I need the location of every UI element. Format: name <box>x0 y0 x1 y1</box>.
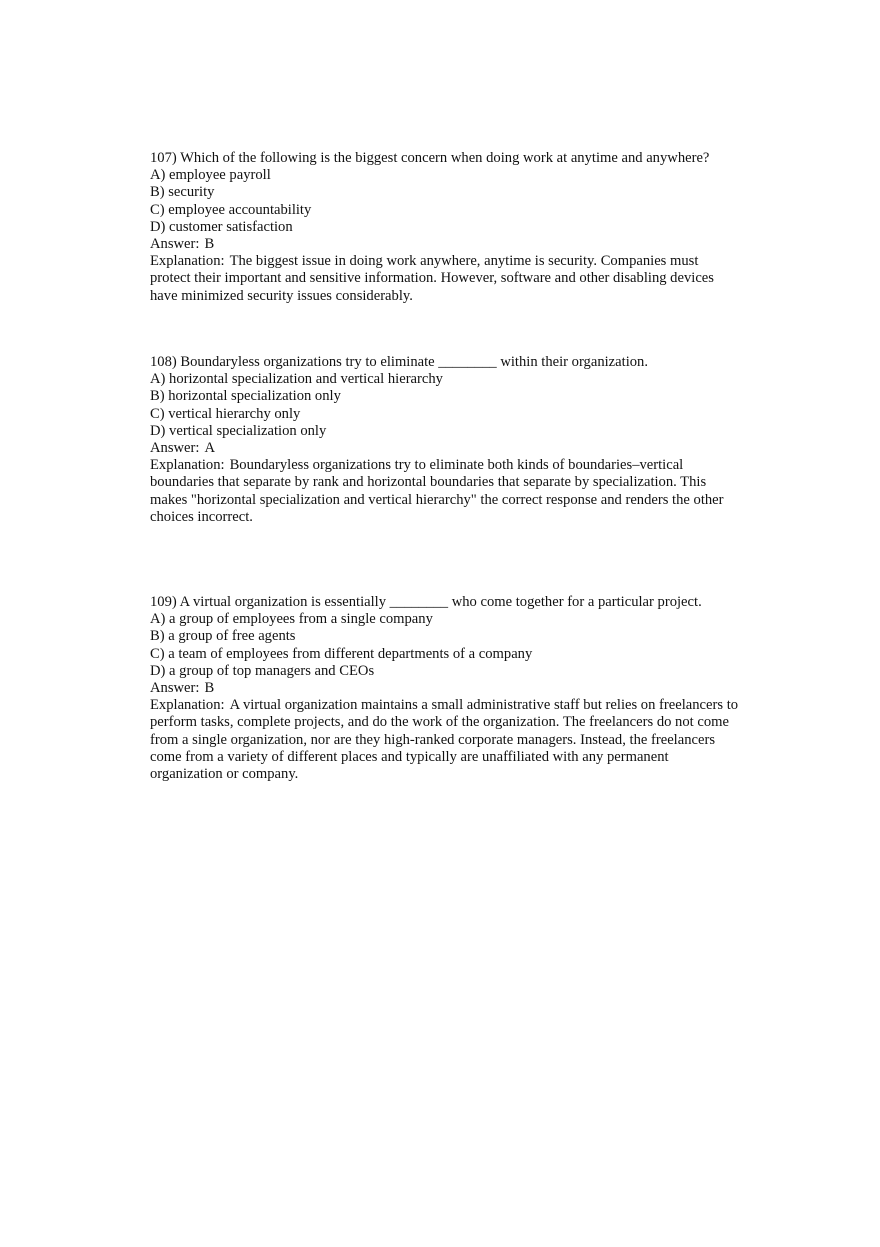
option-d: D) vertical specialization only <box>150 422 327 439</box>
option-b: B) security <box>150 184 215 201</box>
question-stem: 108) Boundaryless organizations try to eliminate ________ within their organization. <box>150 354 648 370</box>
option-c: C) vertical hierarchy only <box>150 405 301 422</box>
explanation-label: Explanation: <box>150 697 225 714</box>
explanation-label: Explanation: <box>150 253 225 270</box>
explanation <box>150 697 740 783</box>
explanation <box>150 253 740 305</box>
answer-value: A <box>204 440 215 457</box>
question-108 <box>150 354 740 526</box>
explanation-text: A virtual organization maintains a small administrative staff but relies on freelancers to perform tasks, complete projects, and do the work of the organization. The freelancers do not come from a single organization, nor are they high-ranked corporate managers. Instead, the freelancers come from a variety of different places and typically are unaffiliated with any permanent organization or company. <box>150 697 739 783</box>
option-b: B) horizontal specialization only <box>150 388 341 405</box>
answer-line <box>150 680 740 697</box>
option-a: A) horizontal specialization and vertical hierarchy <box>150 371 443 388</box>
explanation <box>150 457 740 526</box>
answer-value: B <box>204 680 215 697</box>
option-d: D) a group of top managers and CEOs <box>150 662 375 679</box>
option-c: C) a team of employees from different departments of a company <box>150 645 533 662</box>
option-b: B) a group of free agents <box>150 628 296 645</box>
answer-line <box>150 236 740 253</box>
explanation-text: Boundaryless organizations try to eliminate both kinds of boundaries–vertical boundaries that separate by rank and horizontal boundaries that separate by specialization. This makes "horizontal specialization and vertical hierarchy" the correct response and renders the other choices incorrect. <box>150 457 724 525</box>
option-c: C) employee accountability <box>150 201 312 218</box>
option-d: D) customer satisfaction <box>150 218 293 235</box>
answer-label: Answer: <box>150 236 200 253</box>
explanation-label: Explanation: <box>150 457 225 474</box>
question-107 <box>150 150 740 305</box>
answer-label: Answer: <box>150 680 200 697</box>
question-stem: 107) Which of the following is the biggest concern when doing work at anytime and anywhere? <box>150 150 710 166</box>
explanation-text: The biggest issue in doing work anywhere, anytime is security. Companies must protect their important and sensitive information. However, software and other disabling devices have minimized security issues considerably. <box>150 253 714 304</box>
option-a: A) employee payroll <box>150 167 271 184</box>
question-109 <box>150 594 740 783</box>
question-stem: 109) A virtual organization is essentially ________ who come together for a particular project. <box>150 594 702 610</box>
answer-label: Answer: <box>150 440 200 457</box>
option-a: A) a group of employees from a single company <box>150 611 433 628</box>
answer-value: B <box>204 236 215 253</box>
answer-line <box>150 440 740 457</box>
